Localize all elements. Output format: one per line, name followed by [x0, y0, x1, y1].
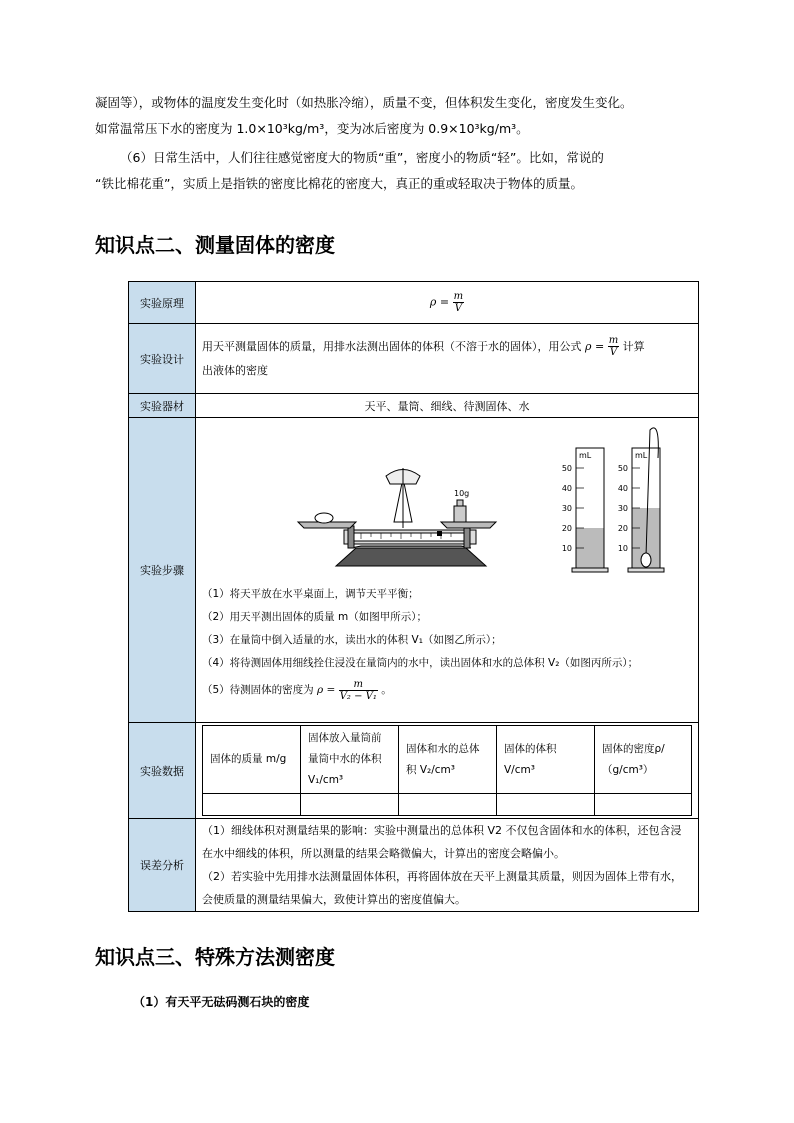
- label-errors: 误差分析: [129, 819, 196, 912]
- balance-figure: [298, 468, 496, 566]
- solid-sample: [315, 513, 333, 523]
- label-data: 实验数据: [129, 723, 196, 819]
- step-2: （2）用天平测出固体的质量 m（如图甲所示）；: [202, 611, 427, 623]
- data-header-v2: 固体和水的总体积 V₂/cm³: [399, 726, 497, 794]
- row-steps: [129, 418, 699, 723]
- cylinder-unit-label: mL: [579, 451, 592, 460]
- cylinder-tick-label: 50: [561, 464, 572, 473]
- cylinder-tick-label: 10: [617, 544, 628, 553]
- row-errors: [129, 819, 699, 912]
- label-design: 实验设计: [129, 324, 196, 394]
- cylinder-tick-label: 40: [617, 484, 628, 493]
- section2-heading: 知识点二、测量固体的密度: [95, 233, 335, 257]
- data-cell: [497, 794, 595, 816]
- cylinder-1: [562, 448, 608, 572]
- data-cell: [203, 794, 301, 816]
- cylinder-tick-label: 30: [561, 504, 572, 513]
- section3-heading: 知识点三、特殊方法测密度: [95, 945, 335, 969]
- row-principle: [129, 282, 699, 324]
- apparatus-figure: [196, 418, 696, 583]
- data-header-v1: 固体放入量筒前量筒中水的体积 V₁/cm³: [301, 726, 399, 794]
- weight-label: 10g: [454, 489, 470, 498]
- data-header-mass: 固体的质量 m/g: [203, 726, 301, 794]
- cylinder-tick-label: 10: [561, 544, 572, 553]
- steps-list: [196, 583, 698, 705]
- step-3: （3）在量筒中倒入适量的水，读出水的体积 V₁（如图乙所示）；: [202, 634, 502, 646]
- error-1: （1）细线体积对测量结果的影响：实验中测量出的总体积 V2 不仅包含固体和水的体积，还包含浸在水中细线的体积，所以测量的结果会略微偏大，计算出的密度会略偏小。: [202, 824, 682, 860]
- row-materials: [129, 394, 699, 418]
- solid-in-water: [641, 553, 651, 567]
- cylinder-2: [618, 428, 664, 572]
- label-materials: 实验器材: [129, 394, 196, 418]
- principle-formula: ρ = $\frac{m}{V}$: [196, 282, 699, 324]
- step-1: （1）将天平放在水平桌面上，调节天平平衡；: [202, 588, 419, 600]
- design-text: 用天平测量固体的质量，用排水法测出固体的体积（不溶于水的固体），用公式 ρ = $\frac{m}{V}$ 计算 出液体的密度: [196, 324, 699, 394]
- data-cell: [301, 794, 399, 816]
- cylinder-unit-label: mL: [635, 451, 648, 460]
- label-principle: 实验原理: [129, 282, 196, 324]
- intro-line-4: “铁比棉花重”，实质上是指铁的密度比棉花的密度大，真正的重或轻取决于物体的质量。: [95, 176, 583, 191]
- cylinder-tick-label: 30: [617, 504, 628, 513]
- data-cell: [399, 794, 497, 816]
- cylinder-tick-label: 40: [561, 484, 572, 493]
- label-steps: 实验步骤: [129, 418, 196, 723]
- step-5: （5）待测固体的密度为 ρ = $\frac{m}{\text{V₂ − V₁}}$ 。: [202, 678, 392, 702]
- experiment-table: [128, 281, 699, 912]
- weight-10g: [454, 506, 466, 522]
- intro-line-1: 凝固等），或物体的温度发生变化时（如热胀冷缩），质量不变，但体积发生变化，密度发生变化。: [95, 95, 633, 110]
- intro-line-3: （6）日常生活中，人们往往感觉密度大的物质“重”，密度小的物质“轻”。比如，常说的: [120, 150, 604, 165]
- step-4: （4）将待测固体用细线拴住浸没在量筒内的水中，读出固体和水的总体积 V₂（如图丙所示）；: [202, 657, 639, 669]
- section3-sub1: （1）有天平无砝码测石块的密度: [133, 995, 310, 1009]
- intro-line-2: 如常温常压下水的密度为 1.0×10³kg/m³，变为冰后密度为 0.9×10³kg/m³。: [95, 121, 529, 136]
- data-table: [202, 725, 692, 816]
- cylinder-tick-label: 50: [617, 464, 628, 473]
- data-cell: [595, 794, 692, 816]
- cylinder-tick-label: 20: [617, 524, 628, 533]
- data-header-density: 固体的密度ρ/（g/cm³）: [595, 726, 692, 794]
- row-design: [129, 324, 699, 394]
- cylinder-tick-label: 20: [561, 524, 572, 533]
- data-header-volume: 固体的体积 V/cm³: [497, 726, 595, 794]
- error-2: （2）若实验中先用排水法测量固体体积，再将固体放在天平上测量其质量，则因为固体上带有水，会使质量的测量结果偏大，致使计算出的密度值偏大。: [202, 870, 682, 906]
- row-data: [129, 723, 699, 819]
- materials-text: 天平、量筒、细线、待测固体、水: [196, 394, 699, 418]
